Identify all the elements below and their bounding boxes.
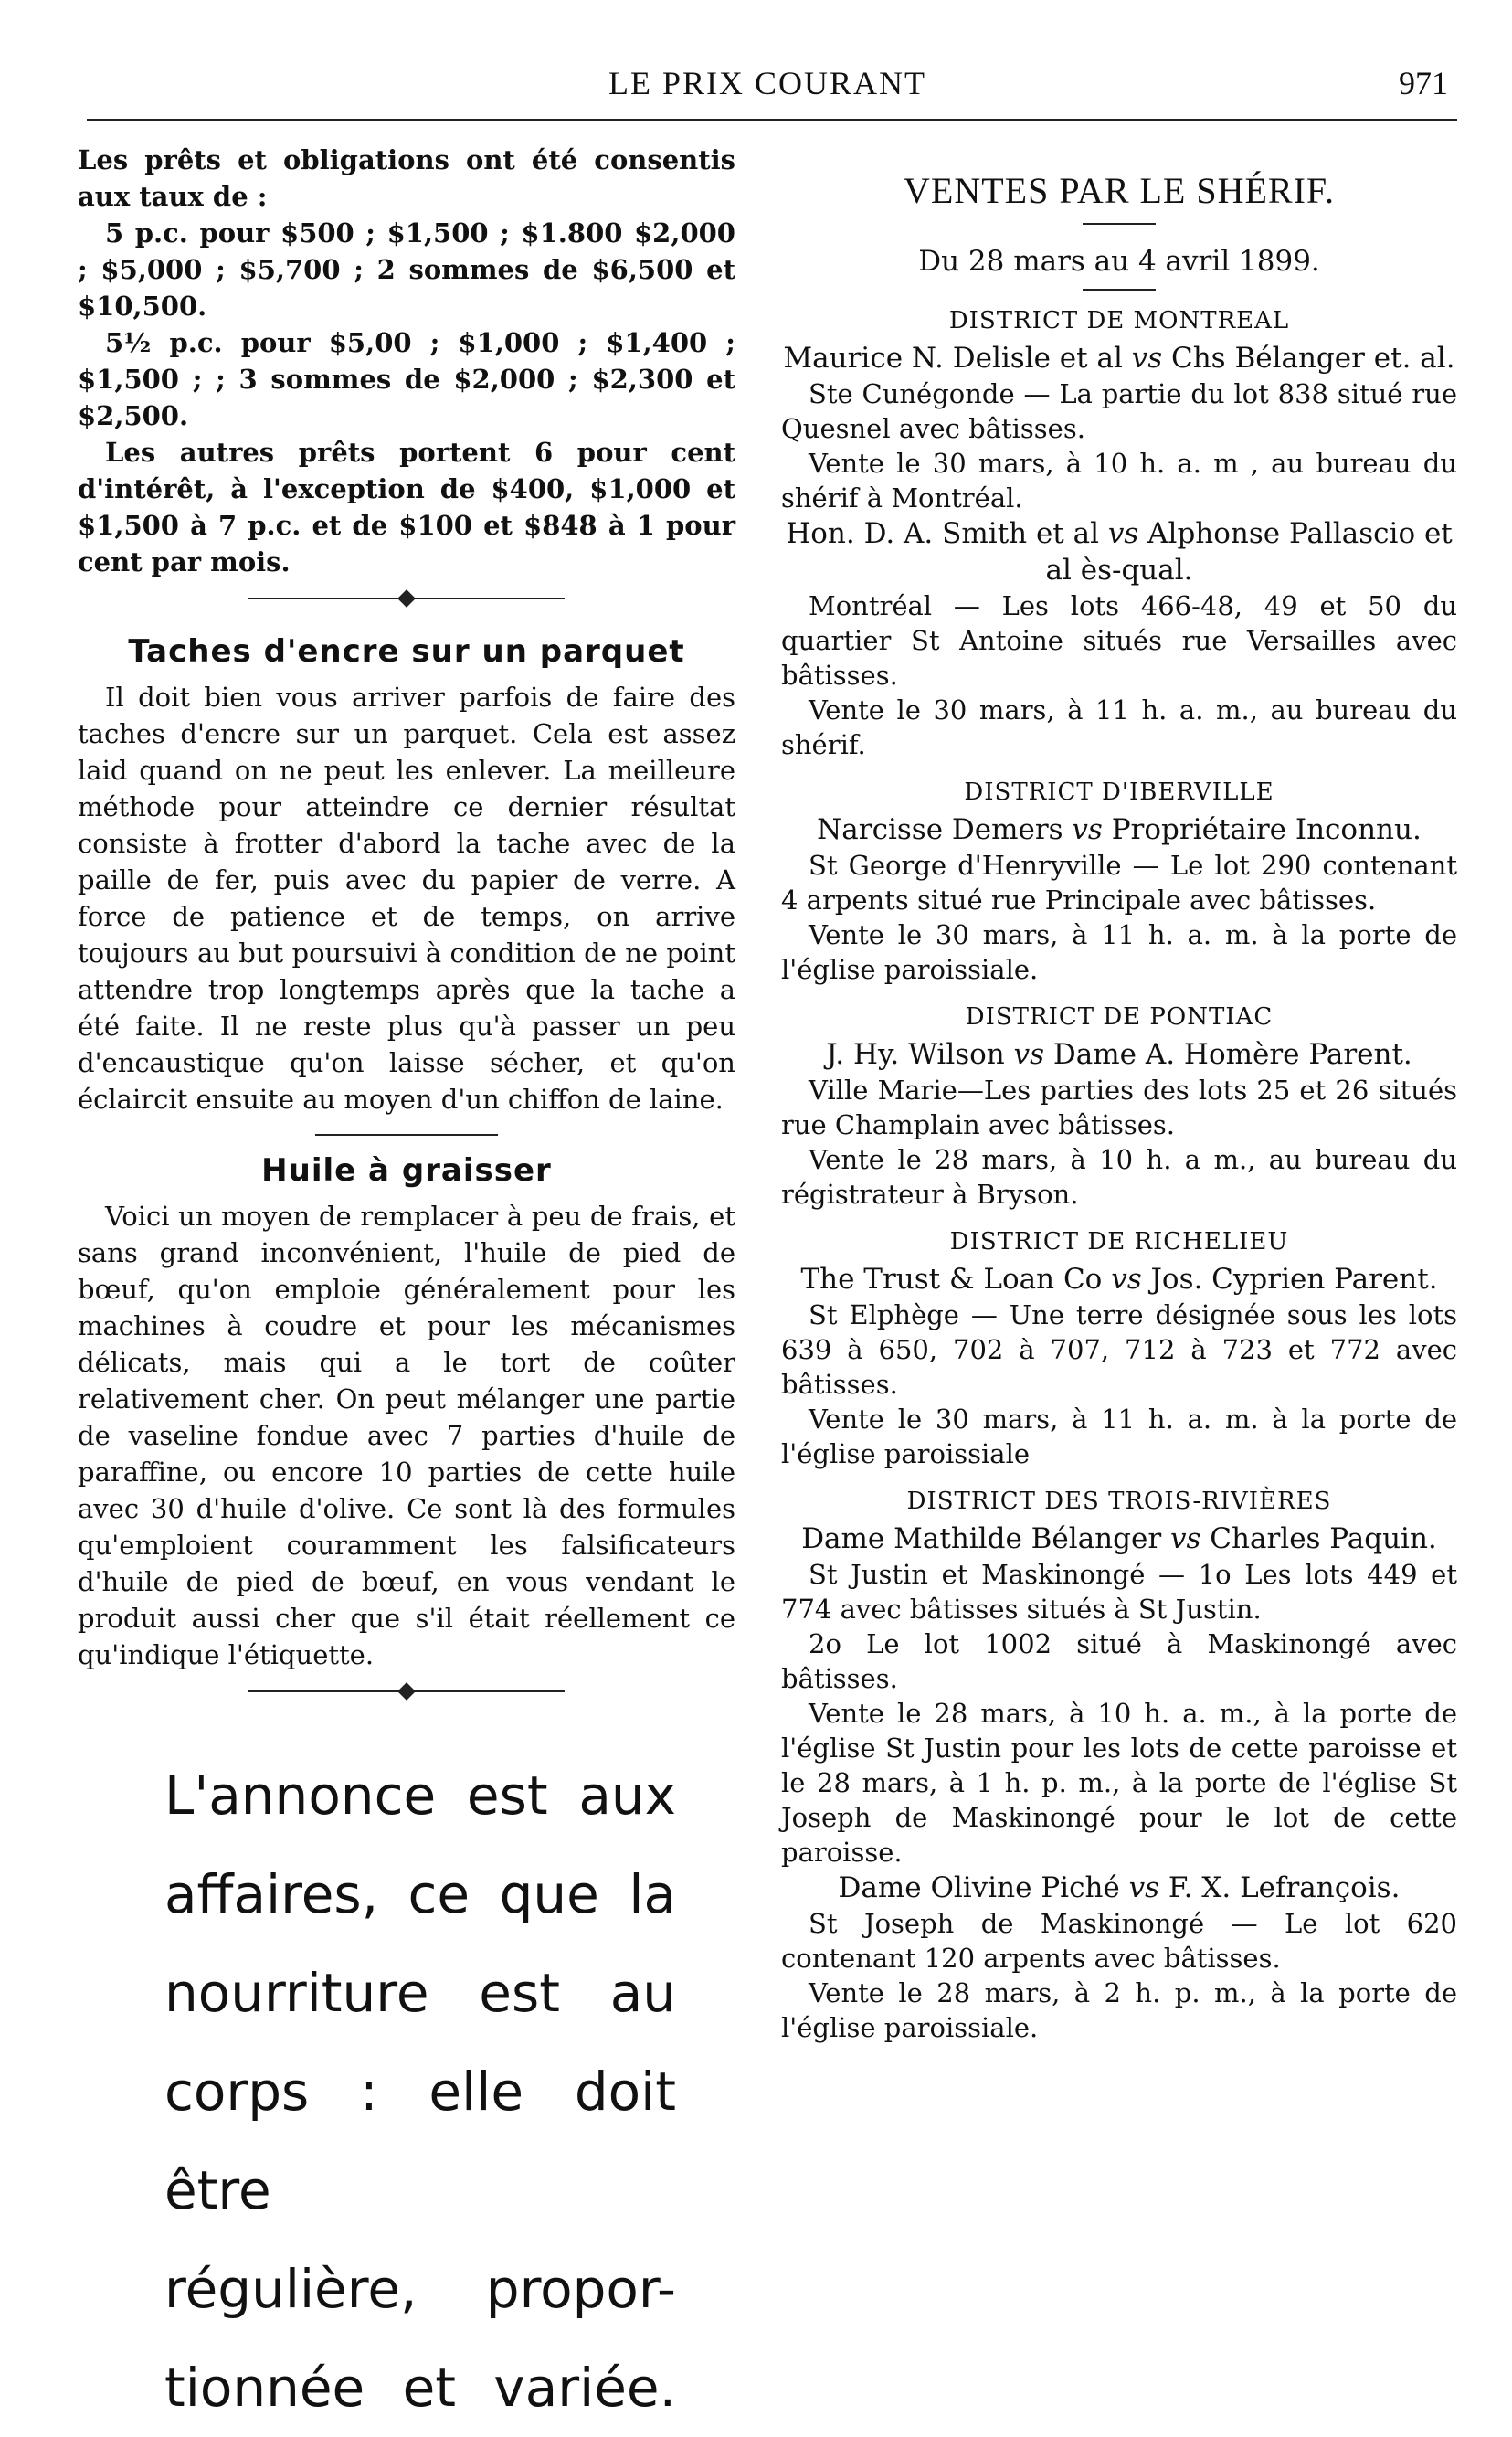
versus: vs: [1131, 342, 1163, 375]
case-parties: [781, 1870, 1457, 1906]
taches-title: Taches d'encre sur un parquet: [128, 633, 685, 670]
title-rule: [1083, 223, 1156, 225]
defendant: Dame A. Homère Parent.: [1044, 1038, 1412, 1071]
plaintiff: Maurice N. Delisle et al: [783, 342, 1132, 375]
section-divider-2: [78, 1673, 735, 1710]
versus: vs: [1111, 1263, 1142, 1296]
case-parties: [781, 1036, 1457, 1073]
ad-line: régulière, propor-: [164, 2258, 676, 2320]
defendant: Alphonse Pallascio et al ès-qual.: [1045, 517, 1453, 587]
case-detail: St Elphège — Une terre désignée sous les lots 639 à 650, 702 à 707, 712 à 723 et 772 avec bâtisses.: [781, 1299, 1457, 1400]
case-detail: Vente le 30 mars, à 11 h. a. m. à la porte de l'église paroissiale.: [781, 919, 1457, 985]
district-heading: DISTRICT DES TROIS-RIVIÈRES: [906, 1488, 1332, 1515]
plaintiff: J. Hy. Wilson: [826, 1038, 1014, 1071]
sheriff-sales-title: VENTES PAR LE SHÉRIF.: [904, 170, 1335, 211]
taches-body: Il doit bien vous arriver parfois de faire des taches d'encre sur un parquet. Cela est assez laid quand on ne peut les enlever. La meilleure méthode pour atteindre ce dernier résultat consiste à frotter d'abord la tache avec de la paille de fer, puis avec du papier de verre. A force de patience et de temps, on arrive toujours au but poursuivi à condition de ne point attendre trop longtemps après que la tache a été faite. Il ne reste plus qu'à passer un peu d'encaustique qu'on laisse sécher, et qu'on éclaircit ensuite au moyen d'un chiffon de laine.: [78, 682, 735, 1115]
dates-rule: [1083, 289, 1156, 291]
defendant: F. X. Lefrançois.: [1159, 1871, 1401, 1904]
district-list: [781, 307, 1457, 2045]
district-heading: DISTRICT DE PONTIAC: [965, 1003, 1274, 1031]
plaintiff: Dame Mathilde Bélanger: [801, 1522, 1171, 1555]
case-detail: 2o Le lot 1002 situé à Maskinongé avec bâtisses.: [781, 1628, 1457, 1694]
case-parties: [781, 1520, 1457, 1557]
case-detail: St Justin et Maskinongé — 1o Les lots 449 et 774 avec bâtisses situés à St Justin.: [781, 1559, 1457, 1625]
huile-body: Voici un moyen de remplacer à peu de frais, et sans grand inconvénient, l'huile de pied de bœuf, qu'on emploie généralement pour les machines à coudre et pour les mécanismes délicats, mais qui a le tort de coûter relativement cher. On peut mélanger une partie de vaseline fondue avec 7 parties d'huile de paraffine, ou encore 10 parties de cette huile avec 30 d'huile d'olive. Ce sont là des formules qu'emploient couramment les falsificateurs d'huile de pied de bœuf, en vous vendant le produit aussi cher que s'il était réellement ce qu'indique l'étiquette.: [78, 1201, 735, 1670]
page-number: 971: [1399, 65, 1448, 101]
case-detail: Vente le 28 mars, à 2 h. p. m., à la porte de l'église paroissiale.: [781, 1977, 1457, 2043]
loans-intro: Les prêts et obligations ont été consentis aux taux de :: [78, 144, 735, 212]
right-column: [781, 142, 1457, 2045]
case-detail: Vente le 30 mars, à 10 h. a. m , au bureau du shérif à Montréal.: [781, 448, 1457, 514]
ad-line: tionnée et variée.: [164, 2357, 676, 2419]
plaintiff: Narcisse Demers: [817, 813, 1073, 846]
sales-dates: Du 28 mars au 4 avril 1899.: [918, 245, 1320, 278]
ad-line: affaires, ce que la: [164, 1863, 676, 1925]
case-detail: Vente le 30 mars, à 11 h. a. m., au bureau du shérif.: [781, 694, 1457, 760]
section-rule: [315, 1134, 498, 1136]
versus: vs: [1072, 813, 1103, 846]
case-parties: [781, 811, 1457, 848]
header-rule: [87, 119, 1457, 121]
case-detail: Montréal — Les lots 466-48, 49 et 50 du quartier St Antoine situés rue Versailles avec bâtisses.: [781, 590, 1457, 691]
district-heading: DISTRICT DE RICHELIEU: [949, 1228, 1289, 1256]
versus: vs: [1128, 1871, 1160, 1904]
defendant: Jos. Cyprien Parent.: [1141, 1263, 1438, 1296]
versus: vs: [1170, 1522, 1201, 1555]
defendant: Chs Bélanger et. al.: [1162, 342, 1455, 375]
case-detail: Ville Marie—Les parties des lots 25 et 26 situés rue Champlain avec bâtisses.: [781, 1075, 1457, 1140]
loans-rate-5-5: 5½ p.c. pour $5,00 ; $1,000 ; $1,400 ; $1,500 ; ; 3 sommes de $2,000 ; $2,300 et $2,500.: [78, 327, 735, 431]
advertisement-quote: [78, 1746, 735, 2437]
case-detail: Vente le 30 mars, à 11 h. a. m. à la porte de l'église paroissiale: [781, 1404, 1457, 1469]
huile-title: Huile à graisser: [261, 1152, 552, 1189]
case-detail: St Joseph de Maskinongé — Le lot 620 contenant 120 arpents avec bâtisses.: [781, 1908, 1457, 1974]
case-parties: [781, 340, 1457, 376]
case-parties: [781, 1261, 1457, 1298]
versus: vs: [1013, 1038, 1045, 1071]
section-divider: [78, 580, 735, 617]
district-heading: DISTRICT D'IBERVILLE: [964, 779, 1274, 806]
case-detail: Vente le 28 mars, à 10 h. a. m., à la porte de l'église St Justin pour les lots de cette paroisse et le 28 mars, à 1 h. p. m., à la porte de l'église St Joseph de Maskinongé pour le lot de cette paroisse.: [781, 1698, 1457, 1868]
plaintiff: Hon. D. A. Smith et al: [786, 517, 1108, 550]
case-detail: Ste Cunégonde — La partie du lot 838 situé rue Quesnel avec bâtisses.: [781, 378, 1457, 444]
case-detail: Vente le 28 mars, à 10 h. a m., au bureau du régistrateur à Bryson.: [781, 1144, 1457, 1210]
ad-line: nourriture est au: [164, 1962, 676, 2024]
plaintiff: The Trust & Loan Co: [800, 1263, 1112, 1296]
running-title: LE PRIX COURANT: [608, 65, 926, 101]
ad-line: L'annonce est aux: [164, 1764, 676, 1827]
case-parties: [781, 515, 1457, 588]
case-detail: St George d'Henryville — Le lot 290 contenant 4 arpents situé rue Principale avec bâtisses.: [781, 850, 1457, 916]
defendant: Propriétaire Inconnu.: [1102, 813, 1422, 846]
loans-rate-5: 5 p.c. pour $500 ; $1,500 ; $1.800 $2,000 ; $5,000 ; $5,700 ; 2 sommes de $6,500 et $10,500.: [78, 217, 735, 322]
district-heading: DISTRICT DE MONTREAL: [948, 307, 1290, 334]
ad-line: corps : elle doit être: [164, 2061, 676, 2221]
plaintiff: Dame Olivine Piché: [838, 1871, 1129, 1904]
loans-other: Les autres prêts portent 6 pour cent d'intérêt, à l'exception de $400, $1,000 et $1,500 à 7 p.c. et de $100 et $848 à 1 pour cent par mois.: [78, 437, 735, 577]
defendant: Charles Paquin.: [1200, 1522, 1437, 1555]
versus: vs: [1107, 517, 1139, 550]
left-column: [78, 142, 735, 2437]
page-header: [87, 58, 1448, 113]
